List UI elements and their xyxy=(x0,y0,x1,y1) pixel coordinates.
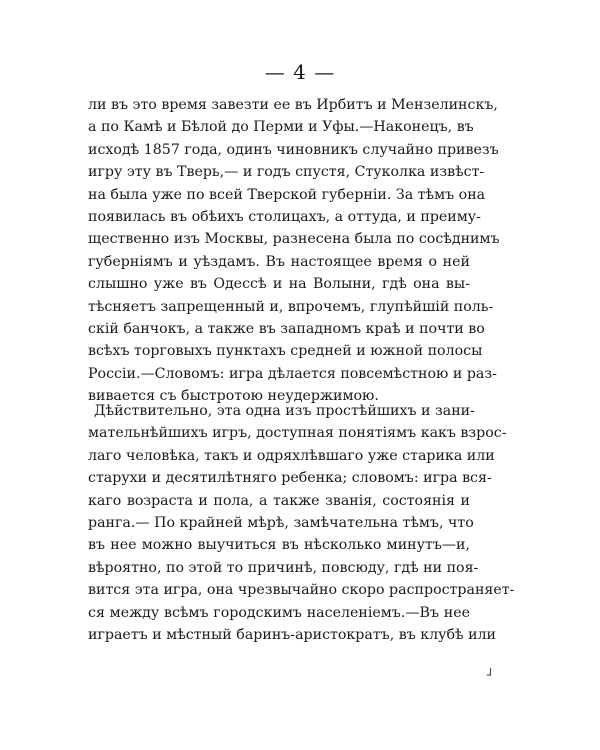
text-line: Россіи.—Словомъ: игра дѣлается повсемѣстною и раз- xyxy=(88,365,497,382)
corner-mark: ┘ xyxy=(487,668,495,682)
paragraph-1 xyxy=(88,94,500,407)
text-line: тѣсняетъ запрещенный и, впрочемъ, глупѣйшій поль- xyxy=(88,298,494,315)
text-line: всѣхъ торговыхъ пунктахъ средней и южной полосы xyxy=(88,343,483,360)
text-line: мательнѣйшихъ игръ, доступная понятіямъ какъ взрос- xyxy=(88,425,507,442)
text-line: Дѣйствительно, эта одна изъ простѣйшихъ и зани- xyxy=(94,403,475,419)
text-line: исходѣ 1857 года, одинъ чиновникъ случайно привезъ xyxy=(88,141,499,158)
text-line: вится эта игра, она чрезвычайно скоро распространяет- xyxy=(88,582,515,599)
text-line: появилась въ обѣихъ столицахъ, а оттуда, и преиму- xyxy=(88,208,481,225)
text-line: въ нее можно выучиться въ нѣсколько минутъ—и, xyxy=(88,537,470,554)
text-line: щественно изъ Москвы, разнесена была по сосѣднимъ xyxy=(88,231,500,248)
text-line: вѣроятно, по этой то причинѣ, повсюду, гдѣ ни поя- xyxy=(88,559,479,576)
text-line: вивается съ быстротою неудержимою. xyxy=(88,388,379,405)
text-line: игру эту въ Тверь,— и годъ спустя, Стуколка извѣст- xyxy=(88,164,485,181)
text-line: старухи и десятилѣтняго ребенка; словомъ: игра вся- xyxy=(88,470,492,487)
text-line: губерніямъ и уѣздамъ. Въ настоящее время о ней xyxy=(88,253,470,270)
text-line: лаго человѣка, такъ и одряхлѣвшаго уже старика или xyxy=(88,447,495,464)
paragraph-2 xyxy=(88,400,515,646)
text-line: каго возраста и пола, а также званія, состоянія и xyxy=(88,492,470,509)
text-line: ранга.— По крайней мѣрѣ, замѣчательна тѣмъ, что xyxy=(88,514,474,531)
text-line: слышно уже въ Одессѣ и на Волыни, гдѣ она вы- xyxy=(88,276,470,293)
text-line: ли въ это время завезти ее въ Ирбитъ и Мензелинскъ, xyxy=(88,97,498,113)
text-line: играетъ и мѣстный баринъ-аристократъ, въ клубѣ или xyxy=(88,626,497,643)
page-number: — 4 — xyxy=(264,60,336,84)
text-line: скій банчокъ, а также въ западномъ краѣ и почти во xyxy=(88,320,485,337)
text-line: ся между всѣмъ городскимъ населеніемъ.—Въ нее xyxy=(88,604,470,621)
text-line: а по Камѣ и Бѣлой до Перми и Уфы.—Наконецъ, въ xyxy=(88,119,474,136)
text-line: на была уже по всей Тверской губерніи. За тѣмъ она xyxy=(88,186,486,203)
